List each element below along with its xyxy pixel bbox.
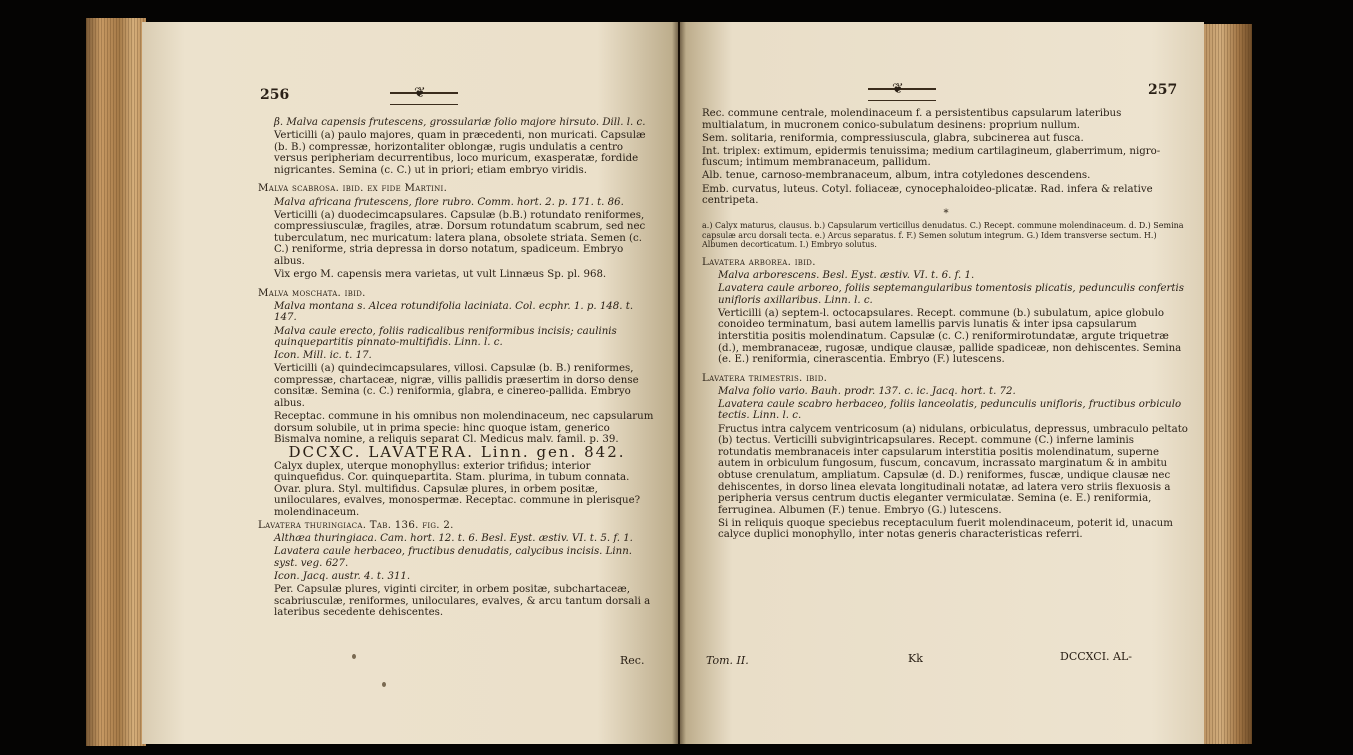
species-heading: Malva moschata. ibid. — [258, 287, 366, 299]
left-page — [142, 22, 678, 744]
left-page-edges — [86, 18, 146, 746]
ink-blot — [382, 682, 386, 687]
ink-blot — [352, 654, 356, 659]
description-paragraph: Emb. curvatus, luteus. Cotyl. foliaceæ, cynocephaloideo-plicatæ. Rad. infera & relative centripeta. — [702, 183, 1153, 207]
synonym-citation: Althæa thuringiaca. Cam. hort. 12. t. 6. Besl. Eyst. æstiv. VI. t. 5. f. 1. — [274, 533, 633, 545]
synonym-citation: Malva arborescens. Besl. Eyst. æstiv. VI. t. 6. f. 1. — [718, 269, 975, 281]
synonym-citation: Lavatera caule scabro herbaceo, foliis lanceolatis, pedunculis unifloris, fructibus orbiculo tectis. Linn. l. c. — [718, 398, 1182, 422]
species-heading: Lavatera trimestris. ibid. — [702, 372, 828, 384]
left-page-text — [258, 117, 656, 620]
synonym-citation: Malva africana frutescens, flore rubro. Comm. hort. 2. p. 171. t. 86. — [274, 196, 624, 208]
species-heading: Lavatera thuringiaca. Tab. 136. fig. 2. — [258, 520, 454, 531]
synonym-citation: Lavatera caule herbaceo, fructibus denudatis, calycibus incisis. Linn. syst. veg. 627. — [274, 546, 633, 569]
left-page-number: 256 — [260, 87, 290, 103]
right-page — [680, 22, 1204, 744]
left-catchword: Rec. — [620, 654, 645, 667]
description-paragraph: Calyx duplex, uterque monophyllus: exterior trifidus; interior quinquefidus. Cor. quinquepartita. Stam. plurima, in tubum connata. Ovar. plura. Styl. multifidus. Capsulæ plures, in orbem positæ, uniloculares, evalves, monospermæ. Receptac. commune in plerisque? molendinaceum. — [274, 460, 641, 518]
description-paragraph: Receptac. commune in his omnibus non molendinaceum, nec capsularum dorsum solubile, ut in prima specie: hinc quoque istam, generico Bismalva nomine, a reliquis separat Cl. Medicus malv. famil. p. 39. — [274, 411, 654, 446]
synonym-citation: Icon. Mill. ic. t. 17. — [274, 350, 372, 362]
right-page-text — [702, 108, 1190, 543]
synonym-citation: Lavatera caule arboreo, foliis septemangularibus tomentosis plicatis, pedunculis confertis unifloris axillaribus. Linn. l. c. — [718, 283, 1185, 306]
synonym-citation: Malva montana s. Alcea rotundifolia laciniata. Col. ecphr. 1. p. 148. t. 147. — [274, 300, 634, 324]
synonym-citation: Malva caule erecto, foliis radicalibus reniformibus incisis; caulinis quinquepartitis pinnato-multifidis. Linn. l. c. — [274, 325, 617, 349]
right-page-edges — [1200, 24, 1252, 744]
next-genus-catchword: DCCXCI. AL- — [1060, 650, 1133, 663]
synonym-citation: Icon. Jacq. austr. 4. t. 311. — [274, 570, 411, 582]
synonym-citation: Malva folio vario. Bauh. prodr. 137. c. ic. Jacq. hort. t. 72. — [718, 385, 1016, 397]
signature-mark: Kk — [908, 652, 923, 665]
description-paragraph: Verticilli (a) paulo majores, quam in præcedenti, non muricati. Capsulæ (b. B.) compressæ, horizontaliter oblongæ, rugis undulatis a centro versus peripheriam decurrentibus, loco muricum, exasperatæ, fordide nigricantes. Semina (c. C.) ut in priori; etiam embryo viridis. — [274, 130, 646, 176]
description-paragraph: Si in reliquis quoque speciebus receptaculum fuerit molendinaceum, poterit id, unacum calyce duplici monophyllo, inter notas generis characteristicas referri. — [718, 517, 1173, 541]
species-heading: Lavatera arborea. ibid. — [702, 256, 816, 268]
species-heading: Malva scabrosa. ibid. ex fide Martini. — [258, 183, 448, 195]
description-paragraph: Verticilli (a) duodecimcapsulares. Capsulæ (b.B.) rotundato reniformes, compressiusculæ, fragiles, atræ. Dorsum rotundatum scabrum, sed nec tuberculatum, nec muricatum: latera plana, obsolete striata. Semen (c. C.) reniforme, stria depressa in dorso notatum, spadiceum. Embryo albus. — [274, 209, 646, 268]
description-paragraph: Verticilli (a) septem-l. octocapsulares. Recept. commune (b.) subulatum, apice globulo conoideo terminatum, basi autem lamellis parvis lunatis & inter ipsa capsularum interstitia positis molendinatum. Capsulæ (c. C.) reniformirotundatæ, argute triquetræ (d.), membranaceæ, rugosæ, undique clausæ, pallide spadiceæ, non dehiscentes. Semina (e. E.) reniformia, cinerascentia. Embryo (F.) lutescens. — [718, 307, 1182, 366]
description-paragraph: Sem. solitaria, reniformia, compressiuscula, glabra, subcinerea aut fusca. — [702, 132, 1084, 144]
asterisk-divider: * — [943, 208, 949, 220]
description-paragraph: Per. Capsulæ plures, viginti circiter, in orbem positæ, subchartaceæ, scabriusculæ, reniformes, uniloculares, evalves, & arcu tantum dorsali a lateribus secedente dehiscentes. — [274, 583, 651, 619]
right-page-number: 257 — [1148, 82, 1178, 98]
description-paragraph: Rec. commune centrale, molendinaceum f. a persistentibus capsularum lateribus multialatum, in mucronem conico-subulatum desinens: proprium nullum. — [702, 108, 1122, 131]
book-gutter — [672, 22, 686, 744]
description-paragraph: Verticilli (a) quindecimcapsulares, villosi. Capsulæ (b. B.) reniformes, compressæ, chartaceæ, nigræ, villis pallidis præsertim in dorso dense consitæ. Semina (c. C.) reniformia, glabra, e cinereo-pallida. Embryo albus. — [274, 363, 639, 410]
description-paragraph: Int. triplex: extimum, epidermis tenuissima; medium cartilagineum, glaberrimum, nigro-fuscum; intimum membranaceum, pallidum. — [702, 145, 1161, 169]
header-ornament-icon — [390, 92, 458, 105]
genus-heading: DCCXC. LAVATERA. Linn. gen. 842. — [288, 443, 626, 462]
volume-footer: Tom. II. — [706, 654, 749, 667]
description-paragraph: Fructus intra calycem ventricosum (a) nidulans, orbiculatus, depressus, umbraculo peltato (b) tectus. Verticilli subvigintricapsulares. Recept. commune (C.) inferne laminis rotundatis membranaceis inter capsularum interstitia positis molendinatum, superne autem in orbiculum fungosum, fuscum, concavum, incrassato marginatum & in ambitu obtuse crenulatum, ampliatum. Capsulæ (d. D.) reniformes, fuscæ, undique clausæ nec dehiscentes, in dorso linea elevata longitudinali notatæ, ad latera vero striis flexuosis a peripheria versus centrum ductis eleganter vermiculatæ. Semina (e. E.) reniformia, ferruginea. Albumen (F.) tenue. Embryo (G.) lutescens. — [718, 423, 1188, 516]
figure-legend: a.) Calyx maturus, clausus. b.) Capsularum verticillus denudatus. C.) Recept. commune molendinaceum. d. D.) Semina capsulæ arcu dorsali tecta. e.) Arcus separatus. f. F.) Semen solutum integrum. G.) Idem transverse sectum. H.) Albumen decorticatum. I.) Embryo solutus. — [702, 221, 1184, 250]
description-paragraph: Alb. tenue, carnoso-membranaceum, album, intra cotyledones descendens. — [702, 170, 1091, 182]
header-ornament-icon — [868, 88, 936, 101]
description-paragraph: Vix ergo M. capensis mera varietas, ut vult Linnæus Sp. pl. 968. — [274, 269, 607, 281]
synonym-citation: β. Malva capensis frutescens, grossulariæ folio majore hirsuto. Dill. l. c. — [274, 117, 646, 128]
